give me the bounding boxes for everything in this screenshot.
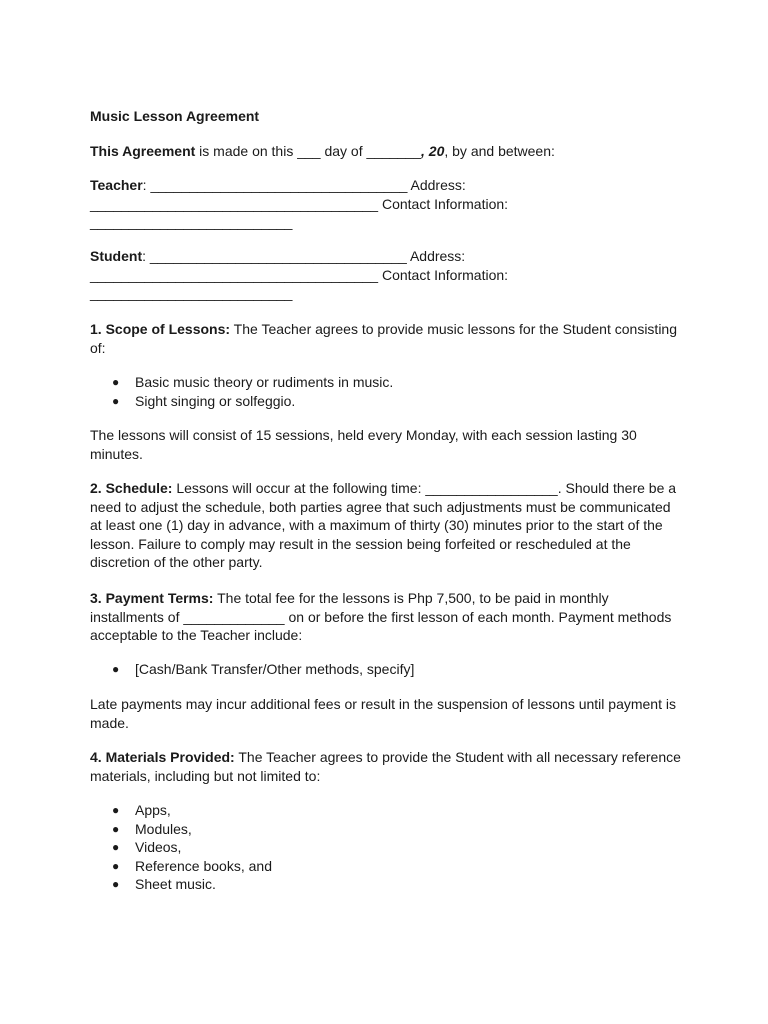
student-line-2: _____________________________________ Contact Information:	[90, 266, 509, 283]
document-title: Music Lesson Agreement	[90, 108, 260, 124]
materials-heading: 4. Materials Provided:	[90, 749, 235, 765]
intro-paragraph	[90, 142, 690, 161]
teacher-line-1: Teacher: _________________________________ Address:	[90, 177, 466, 193]
bullet-icon: ●	[112, 877, 120, 892]
list-item: ● [Cash/Bank Transfer/Other methods, specify]	[112, 661, 415, 677]
intro-text-1: is made on this ___ day of _______	[195, 143, 421, 159]
bullet-icon: ●	[112, 803, 120, 817]
scope-list	[90, 373, 690, 410]
payment-section: 3. Payment Terms: The total fee for the lessons is Php 7,500, to be paid in monthly installments of _____________ on or before the first lesson of each month. Payment methods acceptable to the Teacher include:	[90, 590, 672, 644]
intro-year: , 20	[421, 143, 445, 159]
student-line-3: __________________________	[90, 285, 293, 302]
list-item: ● Basic music theory or rudiments in music.	[112, 374, 394, 390]
list-item: ● Sheet music.	[112, 876, 216, 893]
payment-heading: 3. Payment Terms:	[90, 590, 214, 606]
scope-line-2: of:	[90, 339, 106, 356]
list-item: ● Apps,	[112, 802, 171, 818]
list-item: ● Videos,	[112, 839, 182, 856]
teacher-line-3: __________________________	[90, 214, 293, 231]
list-item: ● Modules,	[112, 820, 192, 837]
schedule-section: 2. Schedule: Lessons will occur at the following time: _________________. Should there be a need to adjust the schedule, both parties agree that such adjustments must be communicated at least one (1) day in advance, with a maximum of thirty (30) minutes prior to the start of the lesson. Failure to comply may result in the session being forfeited or rescheduled at the discretion of the other party.	[90, 480, 677, 571]
materials-section: 4. Materials Provided: The Teacher agrees to provide the Student with all necessary reference materials, including but not limited to:	[90, 749, 681, 784]
bullet-icon: ●	[112, 662, 120, 676]
sessions-paragraph: The lessons will consist of 15 sessions, held every Monday, with each session lasting 30 minutes.	[90, 427, 637, 462]
intro-text-2: , by and between:	[444, 143, 555, 159]
student-line-1: Student: _________________________________ Address:	[90, 248, 466, 264]
scope-line-1: 1. Scope of Lessons: The Teacher agrees to provide music lessons for the Student consisting	[90, 321, 678, 337]
scope-section	[90, 320, 690, 357]
student-section	[90, 247, 690, 303]
bullet-icon: ●	[112, 858, 120, 873]
student-label: Student	[90, 248, 143, 264]
list-item: ● Reference books, and	[112, 857, 272, 874]
late-payment-paragraph: Late payments may incur additional fees or result in the suspension of lessons until payment is made.	[90, 696, 676, 731]
intro-lead: This Agreement	[90, 143, 196, 159]
bullet-icon: ●	[112, 393, 120, 408]
teacher-line-2: _____________________________________ Contact Information:	[90, 195, 509, 212]
schedule-heading: 2. Schedule:	[90, 480, 173, 496]
bullet-icon: ●	[112, 821, 120, 836]
materials-list	[90, 801, 690, 894]
list-item: ● Sight singing or solfeggio.	[112, 392, 296, 409]
bullet-icon: ●	[112, 840, 120, 855]
scope-heading: 1. Scope of Lessons:	[90, 321, 231, 337]
bullet-icon: ●	[112, 375, 120, 389]
payment-methods-list	[90, 660, 690, 679]
teacher-label: Teacher	[90, 177, 143, 193]
teacher-section	[90, 176, 690, 232]
